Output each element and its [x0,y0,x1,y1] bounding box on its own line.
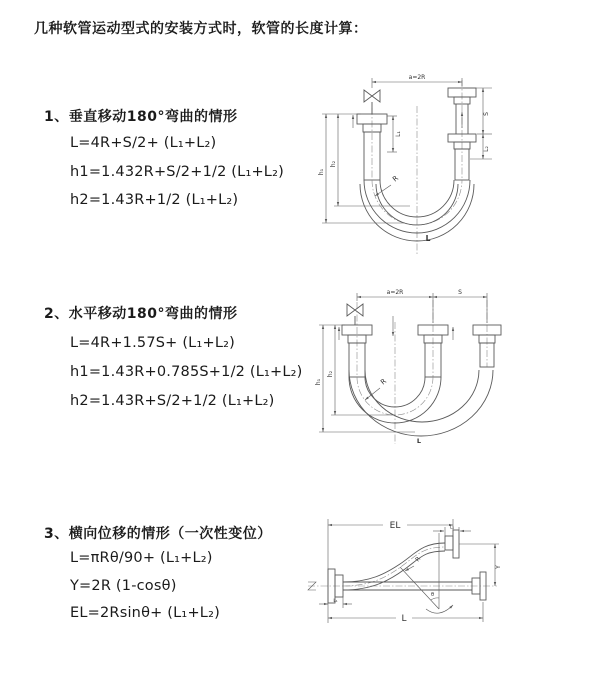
formula-line: EL=2Rsinθ+ (L₁+L₂) [70,605,220,621]
length-label: L [425,234,431,243]
formula-line: h2=1.43R+S/2+1/2 (L₁+L₂) [70,393,275,409]
dim-label-el: EL [389,521,401,531]
dim-label-s: S [483,112,490,116]
formula-line: Y=2R (1-cosθ) [70,578,177,594]
formula-line: L=4R+1.57S+ (L₁+L₂) [70,335,235,351]
section-2-heading: 2、水平移动180°弯曲的情形 [44,306,238,322]
radius-label: R [391,174,401,184]
dim-label-h1: h₁ [318,168,325,176]
length-label: L [416,437,422,445]
diagram-1-labels [318,74,490,243]
radius-label: R [379,377,389,387]
diagram-horizontal-180-bend [315,282,505,454]
length-label: L [401,614,407,624]
diagram-2-linework [319,293,501,444]
formula-line: L=πRθ/90+ (L₁+L₂) [70,550,213,566]
dim-label-h1: h₁ [315,378,322,386]
dim-label-a2r: a=2R [386,289,404,296]
diagram-2-labels [315,289,462,445]
dim-label-l1: L₁ [395,131,402,137]
section-1-heading: 1、垂直移动180°弯曲的情形 [44,109,238,125]
formula-line: L=4R+S/2+ (L₁+L₂) [70,135,217,151]
diagram-vertical-180-bend [315,68,495,260]
section-3-heading: 3、横向位移的情形（一次性变位） [44,526,272,542]
diagram-1-linework [322,78,492,254]
valve-icon [364,90,380,102]
diagram-3-labels [333,521,502,624]
dim-label-l2: L₂ [483,146,490,152]
angle-label: θ [431,592,435,598]
dim-label-a2r: a=2R [408,74,426,81]
valve-icon [347,304,363,316]
diagram-lateral-displacement [300,505,502,653]
dim-label-h2: h₂ [327,370,334,378]
formula-line: h1=1.43R+0.785S+1/2 (L₁+L₂) [70,364,303,380]
braided-hose-section [349,343,365,377]
formula-line: h2=1.43R+1/2 (L₁+L₂) [70,192,239,208]
dim-label-h2: h₂ [330,160,337,168]
formula-line: h1=1.432R+S/2+1/2 (L₁+L₂) [70,164,284,180]
diagram-3-linework [308,518,499,623]
dim-label-s: S [458,289,462,296]
dim-label-l1-bottom: L₁ [333,599,338,604]
dim-label-l1-top: L₁ [449,525,455,531]
page-title: 几种软管运动型式的安装方式时，软管的长度计算： [34,21,368,37]
radius-label: R [414,555,423,564]
dim-label-y: Y [495,565,502,569]
